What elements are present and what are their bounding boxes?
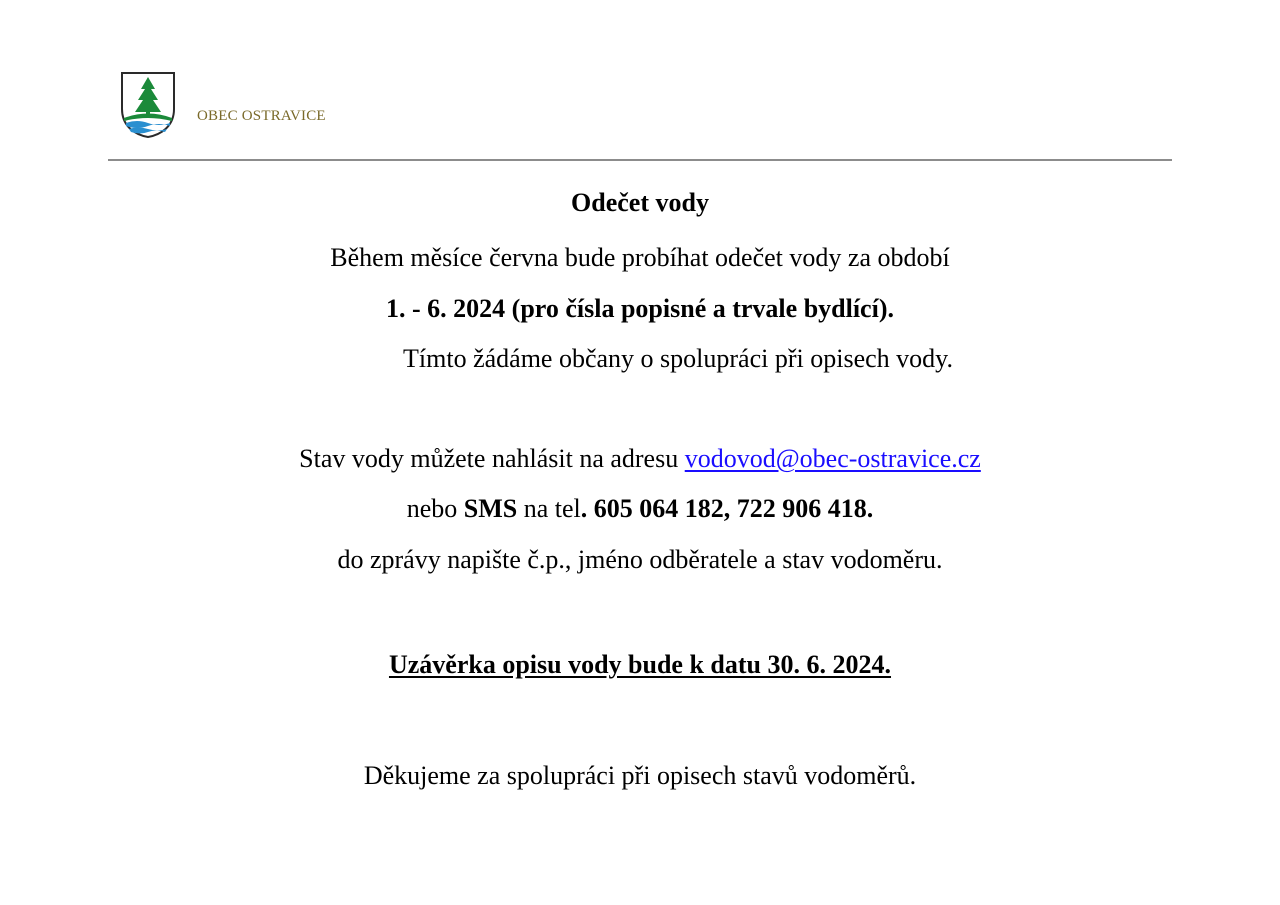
notice-line-request: Tímto žádáme občany o spolupráci při opisech vody. bbox=[403, 344, 953, 373]
header-divider bbox=[108, 159, 1172, 161]
email-link[interactable]: vodovod@obec-ostravice.cz bbox=[684, 444, 981, 473]
municipality-name: OBEC OSTRAVICE bbox=[197, 108, 326, 124]
notice-line-period: Během měsíce června bude probíhat odečet vody za období bbox=[330, 243, 950, 272]
sms-label: SMS bbox=[463, 494, 518, 523]
thanks-line: Děkujeme za spolupráci při opisech stavů vodoměrů. bbox=[363, 761, 917, 790]
municipal-crest-logo bbox=[120, 71, 176, 139]
sms-prefix: nebo bbox=[406, 494, 464, 523]
message-instructions: do zprávy napište č.p., jméno odběratele a stav vodoměru. bbox=[337, 545, 943, 574]
sms-mid: na tel bbox=[517, 494, 581, 523]
contact-email-prefix: Stav vody můžete nahlásit na adresu bbox=[299, 444, 685, 473]
notice-line-dates: 1. - 6. 2024 (pro čísla popisné a trvale bydlící). bbox=[386, 294, 894, 323]
page-header bbox=[0, 0, 1280, 162]
notice-title: Odečet vody bbox=[571, 188, 709, 217]
phone-numbers: . 605 064 182, 722 906 418. bbox=[580, 494, 874, 523]
contact-sms-line bbox=[0, 493, 1280, 525]
deadline-notice: Uzávěrka opisu vody bude k datu 30. 6. 2024. bbox=[388, 650, 892, 679]
contact-email-line bbox=[0, 443, 1280, 475]
